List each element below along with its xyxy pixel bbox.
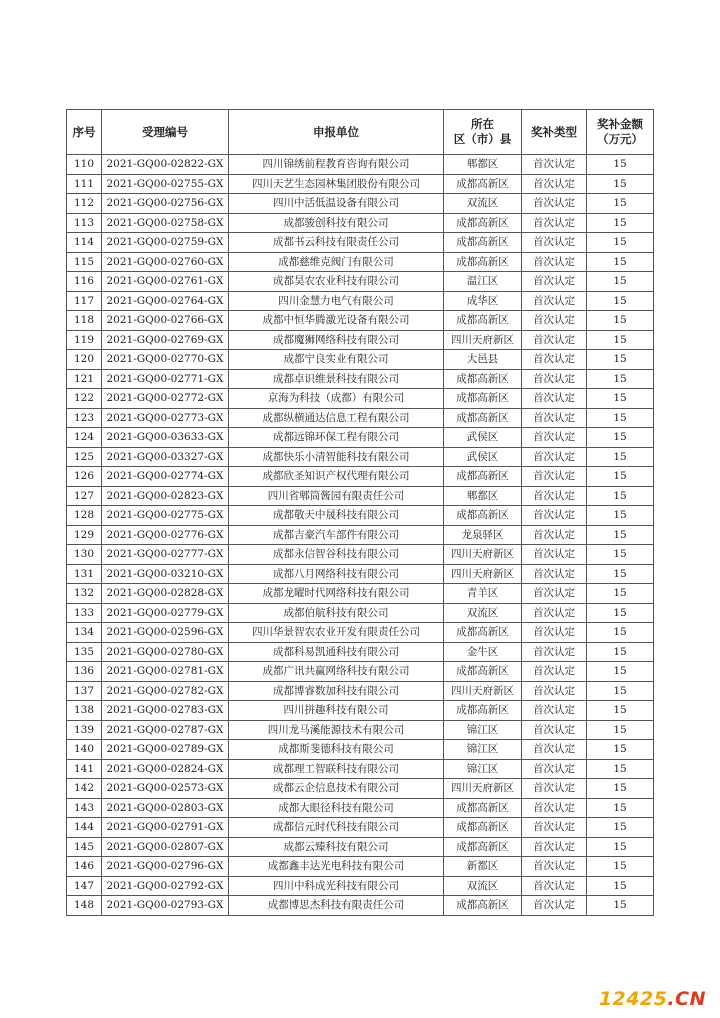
cell-award-type: 首次认定 bbox=[522, 603, 587, 623]
cell-award-amount: 15 bbox=[587, 369, 654, 389]
cell-acceptance-code: 2021-GQ00-02596-GX bbox=[102, 623, 229, 643]
cell-award-type: 首次认定 bbox=[522, 467, 587, 487]
cell-district: 锦江区 bbox=[444, 740, 522, 760]
cell-award-amount: 15 bbox=[587, 545, 654, 565]
cell-acceptance-code: 2021-GQ00-02772-GX bbox=[102, 389, 229, 409]
cell-award-amount: 15 bbox=[587, 291, 654, 311]
cell-serial-number: 110 bbox=[67, 155, 102, 175]
cell-award-amount: 15 bbox=[587, 642, 654, 662]
cell-district: 四川天府新区 bbox=[444, 330, 522, 350]
cell-district: 成都高新区 bbox=[444, 896, 522, 916]
cell-serial-number: 125 bbox=[67, 447, 102, 467]
cell-acceptance-code: 2021-GQ00-02777-GX bbox=[102, 545, 229, 565]
cell-district: 成华区 bbox=[444, 291, 522, 311]
cell-serial-number: 147 bbox=[67, 876, 102, 896]
cell-applicant-unit: 成都云臻科技有限公司 bbox=[229, 837, 444, 857]
cell-district: 成都高新区 bbox=[444, 213, 522, 233]
table-row bbox=[67, 311, 654, 331]
cell-award-amount: 15 bbox=[587, 428, 654, 448]
cell-serial-number: 118 bbox=[67, 311, 102, 331]
cell-award-type: 首次认定 bbox=[522, 194, 587, 214]
table-row bbox=[67, 779, 654, 799]
cell-award-amount: 15 bbox=[587, 896, 654, 916]
cell-applicant-unit: 成都卓识维景科技有限公司 bbox=[229, 369, 444, 389]
cell-district: 成都高新区 bbox=[444, 408, 522, 428]
cell-award-type: 首次认定 bbox=[522, 272, 587, 292]
cell-award-type: 首次认定 bbox=[522, 857, 587, 877]
cell-award-type: 首次认定 bbox=[522, 389, 587, 409]
cell-district: 双流区 bbox=[444, 876, 522, 896]
cell-award-amount: 15 bbox=[587, 584, 654, 604]
watermark-dot: . bbox=[667, 988, 676, 1010]
cell-award-type: 首次认定 bbox=[522, 681, 587, 701]
cell-district: 青羊区 bbox=[444, 584, 522, 604]
cell-applicant-unit: 成都吉豪汽车部件有限公司 bbox=[229, 525, 444, 545]
cell-serial-number: 141 bbox=[67, 759, 102, 779]
cell-acceptance-code: 2021-GQ00-02803-GX bbox=[102, 798, 229, 818]
table-row bbox=[67, 818, 654, 838]
table-row bbox=[67, 155, 654, 175]
cell-award-amount: 15 bbox=[587, 759, 654, 779]
cell-district: 成都高新区 bbox=[444, 233, 522, 253]
table-row bbox=[67, 272, 654, 292]
cell-award-amount: 15 bbox=[587, 876, 654, 896]
cell-acceptance-code: 2021-GQ00-02771-GX bbox=[102, 369, 229, 389]
cell-applicant-unit: 成都鑫丰达光电科技有限公司 bbox=[229, 857, 444, 877]
cell-acceptance-code: 2021-GQ00-02764-GX bbox=[102, 291, 229, 311]
cell-district: 成都高新区 bbox=[444, 662, 522, 682]
cell-award-type: 首次认定 bbox=[522, 428, 587, 448]
cell-award-type: 首次认定 bbox=[522, 291, 587, 311]
cell-award-type: 首次认定 bbox=[522, 798, 587, 818]
cell-applicant-unit: 成都龙曜时代网络科技有限公司 bbox=[229, 584, 444, 604]
cell-award-amount: 15 bbox=[587, 662, 654, 682]
cell-award-type: 首次认定 bbox=[522, 837, 587, 857]
cell-acceptance-code: 2021-GQ00-02823-GX bbox=[102, 486, 229, 506]
cell-district: 成都高新区 bbox=[444, 837, 522, 857]
table-row bbox=[67, 330, 654, 350]
cell-applicant-unit: 成都纵横通达信息工程有限公司 bbox=[229, 408, 444, 428]
cell-applicant-unit: 成都八月网络科技有限公司 bbox=[229, 564, 444, 584]
cell-serial-number: 137 bbox=[67, 681, 102, 701]
cell-award-type: 首次认定 bbox=[522, 720, 587, 740]
cell-award-amount: 15 bbox=[587, 174, 654, 194]
cell-award-type: 首次认定 bbox=[522, 564, 587, 584]
table-row bbox=[67, 447, 654, 467]
cell-acceptance-code: 2021-GQ00-02760-GX bbox=[102, 252, 229, 272]
cell-district: 成都高新区 bbox=[444, 467, 522, 487]
cell-award-type: 首次认定 bbox=[522, 662, 587, 682]
cell-award-type: 首次认定 bbox=[522, 818, 587, 838]
cell-award-amount: 15 bbox=[587, 194, 654, 214]
cell-applicant-unit: 成都博睿数加科技有限公司 bbox=[229, 681, 444, 701]
cell-serial-number: 132 bbox=[67, 584, 102, 604]
cell-district: 成都高新区 bbox=[444, 506, 522, 526]
cell-acceptance-code: 2021-GQ00-02782-GX bbox=[102, 681, 229, 701]
cell-award-amount: 15 bbox=[587, 467, 654, 487]
cell-serial-number: 144 bbox=[67, 818, 102, 838]
table-row bbox=[67, 291, 654, 311]
cell-district: 成都高新区 bbox=[444, 818, 522, 838]
cell-acceptance-code: 2021-GQ00-02773-GX bbox=[102, 408, 229, 428]
cell-acceptance-code: 2021-GQ00-02766-GX bbox=[102, 311, 229, 331]
cell-acceptance-code: 2021-GQ00-02807-GX bbox=[102, 837, 229, 857]
cell-acceptance-code: 2021-GQ00-02573-GX bbox=[102, 779, 229, 799]
table-row bbox=[67, 584, 654, 604]
cell-serial-number: 146 bbox=[67, 857, 102, 877]
cell-serial-number: 115 bbox=[67, 252, 102, 272]
table-row bbox=[67, 350, 654, 370]
cell-award-type: 首次认定 bbox=[522, 155, 587, 175]
cell-district: 郫都区 bbox=[444, 155, 522, 175]
cell-serial-number: 121 bbox=[67, 369, 102, 389]
table-row bbox=[67, 389, 654, 409]
cell-district: 新都区 bbox=[444, 857, 522, 877]
cell-award-type: 首次认定 bbox=[522, 233, 587, 253]
cell-serial-number: 140 bbox=[67, 740, 102, 760]
cell-serial-number: 114 bbox=[67, 233, 102, 253]
table-row bbox=[67, 525, 654, 545]
watermark-suffix: CN bbox=[675, 988, 706, 1010]
table-row bbox=[67, 662, 654, 682]
cell-acceptance-code: 2021-GQ00-02770-GX bbox=[102, 350, 229, 370]
cell-acceptance-code: 2021-GQ00-02789-GX bbox=[102, 740, 229, 760]
cell-acceptance-code: 2021-GQ00-03633-GX bbox=[102, 428, 229, 448]
cell-district: 郫都区 bbox=[444, 486, 522, 506]
cell-applicant-unit: 京海为科技（成都）有限公司 bbox=[229, 389, 444, 409]
table-row bbox=[67, 233, 654, 253]
cell-district: 成都高新区 bbox=[444, 798, 522, 818]
cell-award-type: 首次认定 bbox=[522, 623, 587, 643]
cell-award-amount: 15 bbox=[587, 447, 654, 467]
table-row bbox=[67, 252, 654, 272]
cell-acceptance-code: 2021-GQ00-02787-GX bbox=[102, 720, 229, 740]
cell-award-type: 首次认定 bbox=[522, 486, 587, 506]
cell-applicant-unit: 成都魔狮网络科技有限公司 bbox=[229, 330, 444, 350]
cell-district: 成都高新区 bbox=[444, 174, 522, 194]
cell-applicant-unit: 四川龙马溪能源技术有限公司 bbox=[229, 720, 444, 740]
cell-serial-number: 122 bbox=[67, 389, 102, 409]
table-row bbox=[67, 701, 654, 721]
cell-award-amount: 15 bbox=[587, 272, 654, 292]
cell-award-amount: 15 bbox=[587, 213, 654, 233]
table-row bbox=[67, 486, 654, 506]
cell-acceptance-code: 2021-GQ00-03210-GX bbox=[102, 564, 229, 584]
cell-district: 锦江区 bbox=[444, 759, 522, 779]
cell-serial-number: 120 bbox=[67, 350, 102, 370]
cell-serial-number: 116 bbox=[67, 272, 102, 292]
cell-award-amount: 15 bbox=[587, 350, 654, 370]
cell-award-type: 首次认定 bbox=[522, 701, 587, 721]
cell-award-amount: 15 bbox=[587, 681, 654, 701]
table-row bbox=[67, 213, 654, 233]
cell-district: 成都高新区 bbox=[444, 311, 522, 331]
cell-district: 温江区 bbox=[444, 272, 522, 292]
cell-award-type: 首次认定 bbox=[522, 447, 587, 467]
cell-award-amount: 15 bbox=[587, 603, 654, 623]
cell-serial-number: 138 bbox=[67, 701, 102, 721]
cell-district: 四川天府新区 bbox=[444, 545, 522, 565]
cell-acceptance-code: 2021-GQ00-02780-GX bbox=[102, 642, 229, 662]
cell-district: 双流区 bbox=[444, 603, 522, 623]
table-row bbox=[67, 642, 654, 662]
cell-acceptance-code: 2021-GQ00-03327-GX bbox=[102, 447, 229, 467]
cell-award-amount: 15 bbox=[587, 798, 654, 818]
table-row bbox=[67, 369, 654, 389]
cell-award-type: 首次认定 bbox=[522, 740, 587, 760]
cell-applicant-unit: 成都昊农农业科技有限公司 bbox=[229, 272, 444, 292]
cell-serial-number: 133 bbox=[67, 603, 102, 623]
header-row bbox=[67, 110, 654, 155]
cell-applicant-unit: 四川锦绣前程教育咨询有限公司 bbox=[229, 155, 444, 175]
cell-applicant-unit: 成都信元时代科技有限公司 bbox=[229, 818, 444, 838]
table-row bbox=[67, 896, 654, 916]
cell-serial-number: 142 bbox=[67, 779, 102, 799]
cell-serial-number: 135 bbox=[67, 642, 102, 662]
cell-award-amount: 15 bbox=[587, 252, 654, 272]
cell-applicant-unit: 成都永信智谷科技有限公司 bbox=[229, 545, 444, 565]
cell-award-type: 首次认定 bbox=[522, 545, 587, 565]
cell-serial-number: 126 bbox=[67, 467, 102, 487]
cell-applicant-unit: 成都书云科技有限责任公司 bbox=[229, 233, 444, 253]
cell-applicant-unit: 成都大眼径科技有限公司 bbox=[229, 798, 444, 818]
header-award-type: 奖补类型 bbox=[522, 110, 587, 155]
cell-award-amount: 15 bbox=[587, 701, 654, 721]
cell-serial-number: 127 bbox=[67, 486, 102, 506]
cell-applicant-unit: 成都远锦环保工程有限公司 bbox=[229, 428, 444, 448]
cell-applicant-unit: 四川省郫筒酱园有限责任公司 bbox=[229, 486, 444, 506]
cell-serial-number: 134 bbox=[67, 623, 102, 643]
cell-award-amount: 15 bbox=[587, 564, 654, 584]
cell-award-type: 首次认定 bbox=[522, 642, 587, 662]
cell-district: 武侯区 bbox=[444, 428, 522, 448]
cell-acceptance-code: 2021-GQ00-02775-GX bbox=[102, 506, 229, 526]
cell-award-type: 首次认定 bbox=[522, 896, 587, 916]
cell-applicant-unit: 四川拼趣科技有限公司 bbox=[229, 701, 444, 721]
table-row bbox=[67, 428, 654, 448]
cell-award-amount: 15 bbox=[587, 525, 654, 545]
cell-award-amount: 15 bbox=[587, 623, 654, 643]
cell-applicant-unit: 成都宁良实业有限公司 bbox=[229, 350, 444, 370]
table-row bbox=[67, 408, 654, 428]
cell-serial-number: 130 bbox=[67, 545, 102, 565]
cell-applicant-unit: 成都欣圣知识产权代理有限公司 bbox=[229, 467, 444, 487]
cell-award-type: 首次认定 bbox=[522, 525, 587, 545]
table-row bbox=[67, 759, 654, 779]
cell-acceptance-code: 2021-GQ00-02769-GX bbox=[102, 330, 229, 350]
cell-acceptance-code: 2021-GQ00-02774-GX bbox=[102, 467, 229, 487]
cell-acceptance-code: 2021-GQ00-02761-GX bbox=[102, 272, 229, 292]
header-serial-number: 序号 bbox=[67, 110, 102, 155]
cell-applicant-unit: 四川金慧力电气有限公司 bbox=[229, 291, 444, 311]
cell-award-amount: 15 bbox=[587, 233, 654, 253]
cell-applicant-unit: 成都快乐小清智能科技有限公司 bbox=[229, 447, 444, 467]
cell-applicant-unit: 成都慈维克阀门有限公司 bbox=[229, 252, 444, 272]
cell-award-type: 首次认定 bbox=[522, 369, 587, 389]
cell-serial-number: 143 bbox=[67, 798, 102, 818]
cell-acceptance-code: 2021-GQ00-02796-GX bbox=[102, 857, 229, 877]
cell-district: 四川天府新区 bbox=[444, 564, 522, 584]
table-header bbox=[67, 110, 654, 155]
table-row bbox=[67, 194, 654, 214]
table-row bbox=[67, 681, 654, 701]
cell-district: 成都高新区 bbox=[444, 701, 522, 721]
table-row bbox=[67, 564, 654, 584]
cell-district: 双流区 bbox=[444, 194, 522, 214]
cell-district: 成都高新区 bbox=[444, 369, 522, 389]
cell-award-type: 首次认定 bbox=[522, 759, 587, 779]
cell-award-amount: 15 bbox=[587, 740, 654, 760]
cell-district: 成都高新区 bbox=[444, 623, 522, 643]
cell-award-type: 首次认定 bbox=[522, 350, 587, 370]
cell-applicant-unit: 四川中科成光科技有限公司 bbox=[229, 876, 444, 896]
cell-acceptance-code: 2021-GQ00-02756-GX bbox=[102, 194, 229, 214]
cell-applicant-unit: 成都博思杰科技有限责任公司 bbox=[229, 896, 444, 916]
cell-serial-number: 113 bbox=[67, 213, 102, 233]
table-row bbox=[67, 174, 654, 194]
cell-acceptance-code: 2021-GQ00-02792-GX bbox=[102, 876, 229, 896]
cell-applicant-unit: 成都理工智联科技有限公司 bbox=[229, 759, 444, 779]
cell-acceptance-code: 2021-GQ00-02824-GX bbox=[102, 759, 229, 779]
cell-award-amount: 15 bbox=[587, 506, 654, 526]
table-row bbox=[67, 740, 654, 760]
cell-applicant-unit: 成都科易凯通科技有限公司 bbox=[229, 642, 444, 662]
cell-applicant-unit: 成都骏创科技有限公司 bbox=[229, 213, 444, 233]
cell-acceptance-code: 2021-GQ00-02793-GX bbox=[102, 896, 229, 916]
cell-district: 成都高新区 bbox=[444, 252, 522, 272]
cell-award-type: 首次认定 bbox=[522, 311, 587, 331]
table-row bbox=[67, 837, 654, 857]
cell-acceptance-code: 2021-GQ00-02783-GX bbox=[102, 701, 229, 721]
cell-acceptance-code: 2021-GQ00-02755-GX bbox=[102, 174, 229, 194]
cell-district: 成都高新区 bbox=[444, 389, 522, 409]
table-row bbox=[67, 603, 654, 623]
cell-district: 大邑县 bbox=[444, 350, 522, 370]
cell-award-amount: 15 bbox=[587, 311, 654, 331]
cell-serial-number: 136 bbox=[67, 662, 102, 682]
cell-serial-number: 119 bbox=[67, 330, 102, 350]
cell-award-amount: 15 bbox=[587, 857, 654, 877]
cell-award-amount: 15 bbox=[587, 330, 654, 350]
cell-acceptance-code: 2021-GQ00-02791-GX bbox=[102, 818, 229, 838]
cell-award-type: 首次认定 bbox=[522, 779, 587, 799]
cell-acceptance-code: 2021-GQ00-02828-GX bbox=[102, 584, 229, 604]
cell-serial-number: 145 bbox=[67, 837, 102, 857]
award-list-table bbox=[66, 109, 654, 916]
header-award-amount: 奖补金额 （万元） bbox=[587, 110, 654, 155]
cell-award-amount: 15 bbox=[587, 720, 654, 740]
cell-award-amount: 15 bbox=[587, 486, 654, 506]
cell-award-type: 首次认定 bbox=[522, 506, 587, 526]
cell-district: 四川天府新区 bbox=[444, 681, 522, 701]
cell-applicant-unit: 成都敬天中晟科技有限公司 bbox=[229, 506, 444, 526]
cell-award-amount: 15 bbox=[587, 837, 654, 857]
cell-serial-number: 111 bbox=[67, 174, 102, 194]
cell-district: 武侯区 bbox=[444, 447, 522, 467]
table-row bbox=[67, 857, 654, 877]
cell-acceptance-code: 2021-GQ00-02758-GX bbox=[102, 213, 229, 233]
cell-serial-number: 117 bbox=[67, 291, 102, 311]
cell-award-amount: 15 bbox=[587, 779, 654, 799]
table-body bbox=[67, 155, 654, 916]
cell-award-amount: 15 bbox=[587, 155, 654, 175]
site-watermark bbox=[599, 988, 706, 1010]
cell-serial-number: 148 bbox=[67, 896, 102, 916]
cell-award-type: 首次认定 bbox=[522, 408, 587, 428]
cell-applicant-unit: 四川中活低温设备有限公司 bbox=[229, 194, 444, 214]
cell-applicant-unit: 成都广讯共赢网络科技有限公司 bbox=[229, 662, 444, 682]
cell-acceptance-code: 2021-GQ00-02822-GX bbox=[102, 155, 229, 175]
cell-acceptance-code: 2021-GQ00-02781-GX bbox=[102, 662, 229, 682]
cell-serial-number: 123 bbox=[67, 408, 102, 428]
cell-acceptance-code: 2021-GQ00-02759-GX bbox=[102, 233, 229, 253]
cell-applicant-unit: 成都斯斐德科技有限公司 bbox=[229, 740, 444, 760]
cell-applicant-unit: 成都中恒华腾激光设备有限公司 bbox=[229, 311, 444, 331]
cell-award-type: 首次认定 bbox=[522, 330, 587, 350]
cell-applicant-unit: 四川华景智农农业开发有限责任公司 bbox=[229, 623, 444, 643]
table-row bbox=[67, 798, 654, 818]
table-row bbox=[67, 623, 654, 643]
cell-award-amount: 15 bbox=[587, 408, 654, 428]
cell-acceptance-code: 2021-GQ00-02776-GX bbox=[102, 525, 229, 545]
cell-award-amount: 15 bbox=[587, 818, 654, 838]
table-row bbox=[67, 545, 654, 565]
cell-award-type: 首次认定 bbox=[522, 584, 587, 604]
cell-serial-number: 129 bbox=[67, 525, 102, 545]
header-applicant-unit: 申报单位 bbox=[229, 110, 444, 155]
cell-award-type: 首次认定 bbox=[522, 174, 587, 194]
cell-serial-number: 124 bbox=[67, 428, 102, 448]
cell-applicant-unit: 成都伯航科技有限公司 bbox=[229, 603, 444, 623]
header-acceptance-code: 受理编号 bbox=[102, 110, 229, 155]
cell-acceptance-code: 2021-GQ00-02779-GX bbox=[102, 603, 229, 623]
cell-serial-number: 112 bbox=[67, 194, 102, 214]
watermark-number: 12425 bbox=[598, 988, 668, 1010]
cell-award-type: 首次认定 bbox=[522, 213, 587, 233]
table-row bbox=[67, 720, 654, 740]
cell-applicant-unit: 成都云企信息技术有限公司 bbox=[229, 779, 444, 799]
cell-award-type: 首次认定 bbox=[522, 252, 587, 272]
table-row bbox=[67, 467, 654, 487]
table-row bbox=[67, 876, 654, 896]
cell-award-type: 首次认定 bbox=[522, 876, 587, 896]
table-row bbox=[67, 506, 654, 526]
cell-district: 龙泉驿区 bbox=[444, 525, 522, 545]
cell-serial-number: 139 bbox=[67, 720, 102, 740]
cell-applicant-unit: 四川天艺生态园林集团股份有限公司 bbox=[229, 174, 444, 194]
cell-award-amount: 15 bbox=[587, 389, 654, 409]
cell-district: 四川天府新区 bbox=[444, 779, 522, 799]
cell-district: 金牛区 bbox=[444, 642, 522, 662]
cell-serial-number: 131 bbox=[67, 564, 102, 584]
cell-serial-number: 128 bbox=[67, 506, 102, 526]
cell-district: 锦江区 bbox=[444, 720, 522, 740]
header-district: 所在 区（市）县 bbox=[444, 110, 522, 155]
